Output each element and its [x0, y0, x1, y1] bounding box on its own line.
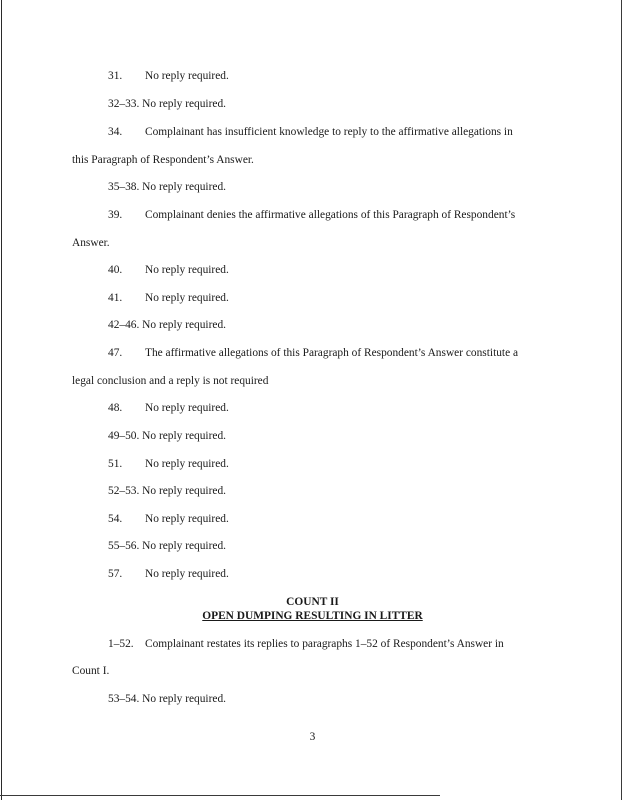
paragraph-text: No reply required.	[145, 568, 229, 580]
paragraph-number: 1–52.	[108, 638, 134, 650]
paragraph-text: 55–56. No reply required.	[108, 540, 226, 552]
count-subheading-text: OPEN DUMPING RESULTING IN LITTER	[202, 610, 423, 622]
paragraph-text: 52–53. No reply required.	[108, 485, 226, 497]
paragraph-number: 48.	[108, 402, 123, 414]
paragraph-text: 49–50. No reply required.	[108, 430, 226, 442]
paragraph-number: 31.	[108, 70, 123, 82]
paragraph-text: 35–38. No reply required.	[108, 181, 226, 193]
paragraph-continuation: legal conclusion and a reply is not required	[72, 375, 269, 387]
paragraph-number: 41.	[108, 292, 123, 304]
count-subheading	[0, 609, 625, 623]
paragraph-number: 39.	[108, 209, 123, 221]
paragraph-text: Complainant denies the affirmative allegations of this Paragraph of Respondent’s	[145, 209, 516, 221]
paragraph-number: 51.	[108, 458, 123, 470]
paragraph-number: 57.	[108, 568, 123, 580]
paragraph-text: Complainant restates its replies to paragraphs 1–52 of Respondent’s Answer in	[145, 638, 504, 650]
paragraph-text: No reply required.	[145, 264, 229, 276]
paragraph-text: 32–33. No reply required.	[108, 98, 226, 110]
paragraph-text: Complainant has insufficient knowledge to reply to the affirmative allegations in	[145, 126, 513, 138]
paragraph-text: No reply required.	[145, 458, 229, 470]
paragraph-number: 40.	[108, 264, 123, 276]
paragraph-continuation: Answer.	[72, 237, 110, 249]
paragraph-text: No reply required.	[145, 513, 229, 525]
paragraph-text: The affirmative allegations of this Paragraph of Respondent’s Answer constitute a	[145, 347, 519, 359]
paragraph-number: 54.	[108, 513, 123, 525]
paragraph-text: 53–54. No reply required.	[108, 693, 226, 705]
paragraph-text: 42–46. No reply required.	[108, 319, 226, 331]
paragraph-continuation: this Paragraph of Respondent’s Answer.	[72, 154, 254, 166]
paragraph-text: No reply required.	[145, 402, 229, 414]
paragraph-number: 47.	[108, 347, 123, 359]
page-number: 3	[309, 731, 316, 743]
scan-edge-right	[621, 0, 622, 800]
paragraph-continuation: Count I.	[72, 665, 110, 677]
paragraph-text: No reply required.	[145, 70, 229, 82]
scan-edge-left	[1, 0, 2, 800]
count-heading: COUNT II	[286, 596, 339, 608]
paragraph-text: No reply required.	[145, 292, 229, 304]
scan-edge-bottom	[0, 795, 440, 796]
paragraph-number: 34.	[108, 126, 123, 138]
